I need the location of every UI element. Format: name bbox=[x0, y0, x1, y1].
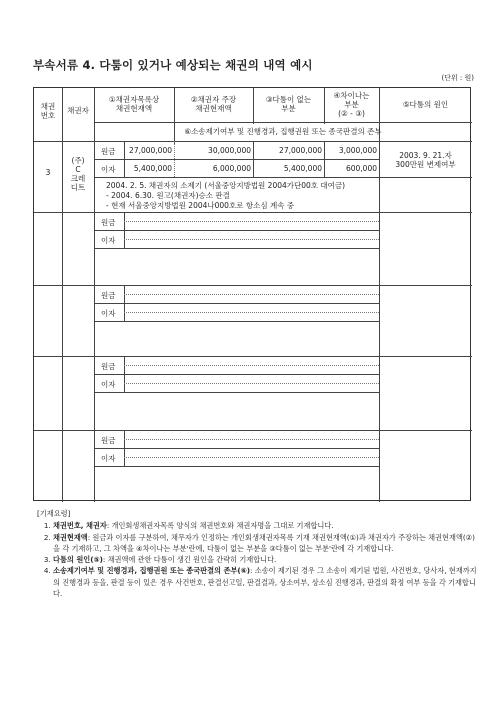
row4-principal-label: 원금 bbox=[101, 362, 116, 371]
row4-interest-label: 이자 bbox=[101, 380, 116, 389]
row1-principal-label: 원금 bbox=[101, 147, 116, 156]
row1-litigation-line1: 2004. 2. 5. 채권자의 소제기 (서울중앙지방법원 2004가단00호 대여금) bbox=[106, 181, 346, 190]
row1-principal-col3: 27,000,000 bbox=[279, 146, 322, 155]
row1-dispute-cause: 2003. 9. 21.자 300만원 변제여부 bbox=[395, 151, 456, 169]
header-col1: ①채권자목록상 채권현재액 bbox=[108, 95, 160, 113]
header-col4: ④차이나는 부분 (② - ③) bbox=[333, 91, 370, 118]
row1-litigation-line3: - 현재 서울중앙지방법원 2004나000호로 항소심 계속 중 bbox=[106, 201, 295, 210]
header-col2: ②채권자 주장 채권현재액 bbox=[190, 95, 237, 113]
row1-principal-col1: 27,000,000 bbox=[129, 146, 172, 155]
instruction-item: 3. 다툼의 원인(⑤): 채권액에 관한 다툼이 생긴 원인을 간략히 기재합니다. bbox=[53, 554, 477, 565]
instruction-item: 2. 채권현재액: 원금과 이자를 구분하여, 채무자가 인정하는 개인회생채권자목록 기재 채권현재액(①)과 채권자가 주장하는 채권현재액(②)을 각 기재하고, 그 차액을 ④차이나는 부분'란에, 다툼이 없는 부분을 ③다툼이 없는 부분'란에 각 기재합니다. bbox=[53, 532, 477, 555]
claims-table bbox=[33, 87, 471, 501]
row1-litigation-line2: - 2004. 6.30. 원고(채권자)승소 판결 bbox=[106, 191, 230, 200]
row5-principal-label: 원금 bbox=[101, 436, 116, 445]
row3-interest-label: 이자 bbox=[101, 309, 116, 318]
instructions-section bbox=[37, 508, 477, 599]
row1-interest-col4: 600,000 bbox=[345, 164, 377, 173]
instruction-item: 1. 채권번호, 채권자: 개인회생채권자목록 양식의 채권번호와 채권자명을 그대로 기재합니다. bbox=[53, 520, 477, 531]
document-title: 부속서류 4. 다툼이 있거나 예상되는 채권의 내역 예시 bbox=[33, 58, 313, 72]
row1-interest-col1: 5,400,000 bbox=[133, 164, 172, 173]
header-col3: ③다툼이 없는 부분 bbox=[265, 95, 312, 113]
instruction-item: 4. 소송제기여부 및 진행경과, 집행권원 또는 종국판결의 존부(⑥): 소송이 제기된 경우 그 소송이 제기된 법원, 사건번호, 당사자, 현재까지의 진행경과 등을, 판결 등이 있은 경우 사건번호, 판결선고일, 판결결과, 상소여부, 상소심 진행경과, 판결의 확정 여부 등을 각 기재합니다. bbox=[53, 565, 477, 599]
row1-interest-label: 이자 bbox=[101, 165, 116, 174]
row1-principal-col2: 30,000,000 bbox=[208, 146, 251, 155]
row1-interest-col2: 6,000,000 bbox=[212, 164, 251, 173]
row1-creditor: (주) C 크레 디트 bbox=[70, 156, 86, 192]
row5-interest-label: 이자 bbox=[101, 454, 116, 463]
header-creditor: 채권자 bbox=[67, 106, 89, 115]
row2-interest-label: 이자 bbox=[101, 236, 116, 245]
row1-principal-col4: 3,000,000 bbox=[338, 146, 377, 155]
header-col5: ⑤다툼의 원인 bbox=[402, 100, 449, 109]
instructions-heading: [기재요령] bbox=[37, 509, 71, 518]
row2-principal-label: 원금 bbox=[101, 218, 116, 227]
header-claim-no: 채권 번호 bbox=[40, 102, 56, 120]
row1-interest-col3: 5,400,000 bbox=[283, 164, 322, 173]
unit-label: (단위 : 원) bbox=[441, 74, 474, 82]
row3-principal-label: 원금 bbox=[101, 291, 116, 300]
header-col6: ⑥소송제기여부 및 진행경과, 집행권원 또는 종국판결의 존부 bbox=[184, 127, 382, 136]
row1-claim-no: 3 bbox=[45, 168, 51, 177]
